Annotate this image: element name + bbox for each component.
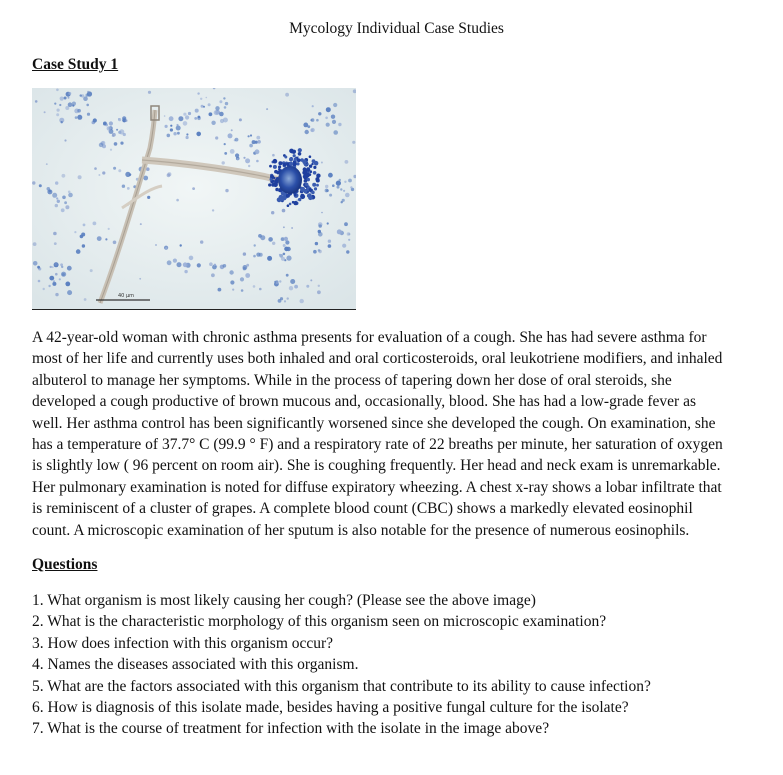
narrative-line: well. Her asthma control has been significantly worsened since she developed the cough. On examination, she — [32, 414, 716, 432]
questions-heading: Questions — [32, 556, 98, 573]
narrative-line: has a temperature of 37.7° C (99.9 ° F) and a respiratory rate of 22 breaths per minute, her saturation of oxygen — [32, 436, 723, 454]
question-item: 7. What is the course of treatment for infection with the isolate in the image above? — [32, 720, 550, 738]
question-item: 6. How is diagnosis of this isolate made, besides having a positive fungal culture for the isolate? — [32, 699, 629, 717]
narrative-line: A 42-year-old woman with chronic asthma presents for evaluation of a cough. She has had severe asthma for — [32, 329, 707, 346]
case-narrative — [32, 327, 762, 541]
question-list — [32, 590, 651, 740]
question-item: 1. What organism is most likely causing her cough? (Please see the above image) — [32, 592, 536, 609]
narrative-line: Her pulmonary examination is noted for diffuse expiratory wheezing. A chest x-ray shows a lobar infiltrate that — [32, 478, 722, 496]
narrative-line: count. A microscopic examination of her sputum is also notable for the presence of numerous eosinophils. — [32, 521, 690, 539]
vesicle — [278, 166, 302, 194]
case-study-heading: Case Study 1 — [32, 56, 119, 73]
question-item: 3. How does infection with this organism occur? — [32, 634, 334, 652]
narrative-line: is reminiscent of a cluster of grapes. A complete blood count (CBC) shows a markedly elevated eosinophil — [32, 500, 693, 518]
micrograph-image — [32, 88, 356, 309]
scale-bar-label: 40 µm — [118, 293, 135, 299]
question-item: 5. What are the factors associated with this organism that contribute to its ability to cause infection? — [32, 677, 651, 695]
question-item: 2. What is the characteristic morphology of this organism seen on microscopic examination? — [32, 613, 607, 631]
document-title: Mycology Individual Case Studies — [289, 20, 504, 37]
narrative-line: albuterol to manage her symptoms. While in the process of tapering down her dose of oral steroids, she — [32, 371, 672, 389]
question-item: 4. Names the diseases associated with this organism. — [32, 656, 359, 674]
micrograph-background — [32, 88, 356, 309]
narrative-line: developed a cough productive of brown mucous and, occasionally, blood. She has had a low-grade fever as — [32, 393, 696, 411]
micrograph-figure — [32, 88, 356, 310]
narrative-line: is slightly low ( 96 percent on room air). She is coughing frequently. Her head and neck exam is unremarkable. — [32, 457, 721, 475]
narrative-line: most of her life and currently uses both inhaled and oral corticosteroids, oral leukotriene modifiers, and inhaled — [32, 350, 723, 368]
